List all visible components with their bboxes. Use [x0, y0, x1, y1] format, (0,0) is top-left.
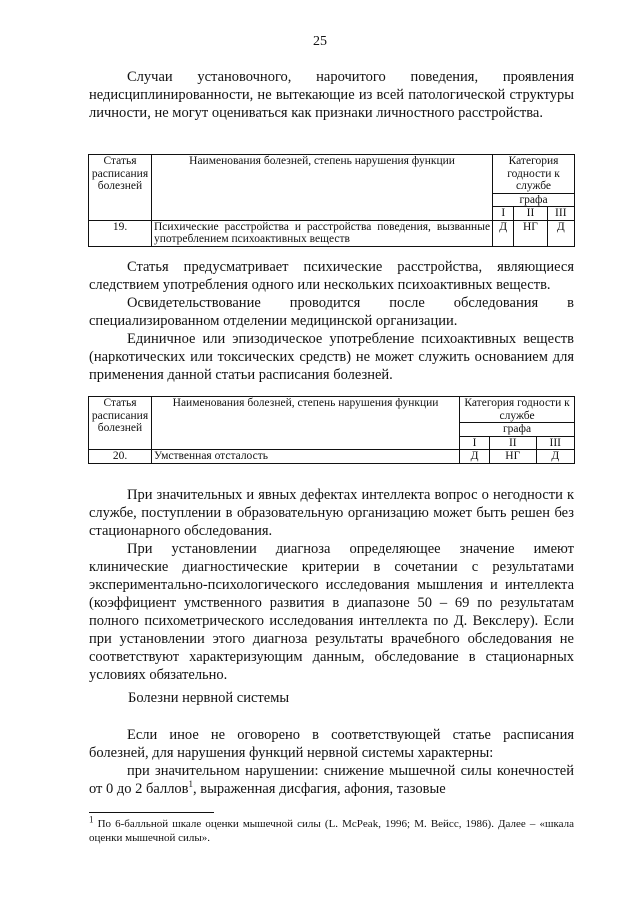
- footnote-text: По 6-балльной шкале оценки мышечной силы (L. McPeak, 1996; М. Вейсс, 1986). Далее – «шкала оценки мышечной силы».: [89, 818, 574, 844]
- article-20-table: [88, 396, 575, 464]
- header-col-2: II: [490, 436, 537, 450]
- footnote: [89, 814, 574, 845]
- header-names: Наименования болезней, степень нарушения функции: [152, 155, 493, 221]
- category-col-2: НГ: [490, 450, 537, 464]
- category-col-2: НГ: [514, 220, 547, 246]
- disease-name: Умственная отсталость: [152, 450, 460, 464]
- header-category: Категория годности к службе: [493, 155, 575, 194]
- header-article: Статья расписания болезней: [89, 397, 152, 450]
- article-number: 19.: [89, 220, 152, 246]
- header-col-1: I: [493, 207, 514, 221]
- header-column: графа: [493, 193, 575, 207]
- header-category: Категория годности к службе: [460, 397, 575, 423]
- category-col-1: Д: [460, 450, 490, 464]
- header-col-3: III: [536, 436, 574, 450]
- section-heading: Болезни нервной системы: [128, 690, 290, 706]
- header-col-3: III: [547, 207, 574, 221]
- header-col-2: II: [514, 207, 547, 221]
- article-number: 20.: [89, 450, 152, 464]
- footnote-mark: 1: [89, 814, 94, 825]
- category-col-3: Д: [536, 450, 574, 464]
- paragraph-article-scope: Статья предусматривает психические расстройства, являющиеся следствием употребления одного или нескольких психоактивных веществ.: [89, 259, 574, 293]
- category-col-1: Д: [493, 220, 514, 246]
- header-names: Наименования болезней, степень нарушения функции: [152, 397, 460, 450]
- page-number: 25: [313, 34, 327, 49]
- article-19-table: [88, 154, 575, 247]
- impairment-text-b: , выраженная дисфагия, афония, тазовые: [193, 781, 446, 797]
- paragraph-significant-impairment: [89, 762, 574, 798]
- paragraph-diagnosis: При установлении диагноза определяющее значение имеют клинические диагностические критерии в сочетании с результатами экспериментально-психологического исследования мышления и интеллекта (коэффициент умственного развития в диапазоне 50 – 69 по результатам полного психометрического исследования интеллекта по Д. Векслеру). Если при установлении этого диагноза результаты врачебного обследования не соответствуют характеризующим данным, обследование в стационарных условиях обязательно.: [89, 541, 574, 683]
- paragraph-examination: Освидетельствование проводится после обследования в специализированном отделении медицинской организации.: [89, 295, 574, 329]
- category-col-3: Д: [547, 220, 574, 246]
- header-column: графа: [460, 423, 575, 437]
- impairment-text-a: при значительном нарушении: снижение мышечной силы конечностей от 0 до 2 баллов: [89, 763, 574, 797]
- paragraph-intellect-defects: При значительных и явных дефектах интеллекта вопрос о негодности к службе, поступлении в образовательную организацию может быть решен без стационарного обследования.: [89, 487, 574, 539]
- paragraph-behavior: Случаи установочного, нарочитого поведения, проявления недисциплинированности, не вытекающие из всей патологической структуры личности, не могут оцениваться как признаки личностного расстройства.: [89, 69, 574, 121]
- header-article: Статья расписания болезней: [89, 155, 152, 221]
- footnote-reference: 1: [188, 779, 194, 790]
- paragraph-nervous-system: Если иное не оговорено в соответствующей статье расписания болезней, для нарушения функций нервной системы характерны:: [89, 727, 574, 761]
- footnote-divider: [89, 812, 214, 813]
- paragraph-episodic-use: Единичное или эпизодическое употребление психоактивных веществ (наркотических или токсических средств) не может служить основанием для применения данной статьи расписания болезней.: [89, 331, 574, 383]
- disease-name: Психические расстройства и расстройства поведения, вызванные употреблением психоактивных веществ: [152, 220, 493, 246]
- header-col-1: I: [460, 436, 490, 450]
